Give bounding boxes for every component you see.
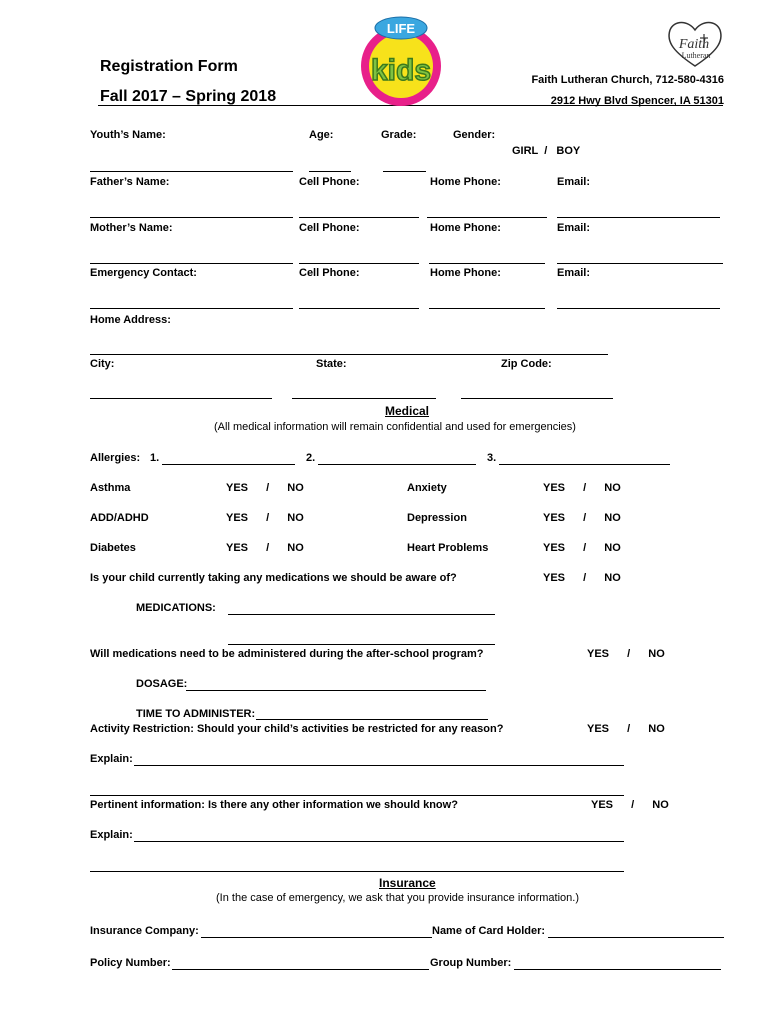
father-email-label: Email: [557,176,591,188]
emergency-cell-label: Cell Phone: [299,267,360,279]
explain2-label: Explain: [90,829,133,841]
home-address-label: Home Address: [90,314,171,326]
age-label: Age: [309,129,334,141]
grade-label: Grade: [381,129,417,141]
asthma-label: Asthma [90,482,131,494]
home-address-field[interactable] [90,354,608,355]
father-home-field[interactable] [427,217,547,218]
insurance-note: (In the case of emergency, we ask that you provide insurance information.) [216,892,579,904]
svg-text:LIFE: LIFE [386,21,416,36]
gender-options[interactable]: GIRL / BOY [512,145,581,157]
adhd-label: ADD/ADHD [90,512,149,524]
anxiety-yes-no[interactable]: YES / NO [543,482,621,494]
church-address: 2912 Hwy Blvd Spencer, IA 51301 [550,95,724,107]
medical-note: (All medical information will remain confidential and used for emergencies) [214,421,576,433]
diabetes-yes-no[interactable]: YES / NO [226,542,304,554]
father-email-field[interactable] [557,217,720,218]
card-holder-field[interactable] [548,937,724,938]
medications-field[interactable] [228,614,495,615]
policy-number-label: Policy Number: [90,957,171,969]
allergy-2-field[interactable] [318,464,476,465]
medications-field-2[interactable] [228,644,495,645]
mother-home-field[interactable] [429,263,545,264]
father-name-label: Father’s Name: [90,176,170,188]
activity-question: Activity Restriction: Should your child’s activities be restricted for any reason? [90,723,504,735]
allergy-1-label: 1. [150,452,160,464]
allergy-3-label: 3. [487,452,497,464]
mother-home-label: Home Phone: [430,222,501,234]
church-contact: Faith Lutheran Church, 712-580-4316 [531,74,724,86]
pertinent-yes-no[interactable]: YES / NO [591,799,669,811]
emergency-cell-field[interactable] [299,308,419,309]
city-field[interactable] [90,398,272,399]
emergency-home-label: Home Phone: [430,267,501,279]
adhd-yes-no[interactable]: YES / NO [226,512,304,524]
dosage-field[interactable] [186,690,486,691]
emergency-email-label: Email: [557,267,591,279]
explain-field-2[interactable] [90,795,624,796]
age-field[interactable] [309,171,351,172]
depression-yes-no[interactable]: YES / NO [543,512,621,524]
faith-lutheran-logo [664,18,726,70]
anxiety-label: Anxiety [407,482,447,494]
medical-heading: Medical [385,404,430,418]
time-field[interactable] [256,719,488,720]
explain2-field[interactable] [134,841,624,842]
youth-name-label: Youth’s Name: [90,129,166,141]
mother-name-field[interactable] [90,263,293,264]
dosage-label: DOSAGE: [136,678,188,690]
father-home-label: Home Phone: [430,176,501,188]
pertinent-question: Pertinent information: Is there any other information we should know? [90,799,458,811]
policy-number-field[interactable] [172,969,429,970]
form-season: Fall 2017 – Spring 2018 [100,88,277,105]
emergency-home-field[interactable] [429,308,545,309]
medications-question: Is your child currently taking any medications we should be aware of? [90,572,457,584]
gender-label: Gender: [453,129,496,141]
mother-cell-field[interactable] [299,263,419,264]
allergy-3-field[interactable] [499,464,670,465]
depression-label: Depression [407,512,467,524]
svg-text:kids: kids [370,54,432,87]
mother-email-field[interactable] [557,263,723,264]
allergies-label: Allergies: [90,452,141,464]
youth-name-field[interactable] [90,171,293,172]
allergy-2-label: 2. [306,452,316,464]
admin-yes-no[interactable]: YES / NO [587,648,665,660]
insurance-heading: Insurance [379,876,436,890]
explain-field[interactable] [134,765,624,766]
life-kids-logo [358,14,444,110]
group-number-field[interactable] [514,969,721,970]
heart-problems-yes-no[interactable]: YES / NO [543,542,621,554]
state-label: State: [316,358,347,370]
asthma-yes-no[interactable]: YES / NO [226,482,304,494]
father-cell-field[interactable] [299,217,419,218]
medications-yes-no[interactable]: YES / NO [543,572,621,584]
mother-name-label: Mother’s Name: [90,222,173,234]
activity-yes-no[interactable]: YES / NO [587,723,665,735]
group-number-label: Group Number: [430,957,512,969]
insurance-company-field[interactable] [201,937,432,938]
emergency-name-field[interactable] [90,308,293,309]
form-title: Registration Form [100,58,238,75]
mother-cell-label: Cell Phone: [299,222,360,234]
emergency-name-label: Emergency Contact: [90,267,197,279]
card-holder-label: Name of Card Holder: [432,925,546,937]
allergy-1-field[interactable] [162,464,295,465]
explain-label: Explain: [90,753,133,765]
father-cell-label: Cell Phone: [299,176,360,188]
time-label: TIME TO ADMINISTER: [136,708,256,720]
heart-problems-label: Heart Problems [407,542,489,554]
zip-label: Zip Code: [501,358,552,370]
insurance-company-label: Insurance Company: [90,925,199,937]
diabetes-label: Diabetes [90,542,136,554]
father-name-field[interactable] [90,217,293,218]
zip-field[interactable] [461,398,613,399]
grade-field[interactable] [383,171,426,172]
svg-text:Lutheran: Lutheran [681,51,711,60]
medications-label: MEDICATIONS: [136,602,216,614]
explain2-field-2[interactable] [90,871,624,872]
admin-question: Will medications need to be administered during the after-school program? [90,648,484,660]
city-label: City: [90,358,115,370]
mother-email-label: Email: [557,222,591,234]
emergency-email-field[interactable] [557,308,720,309]
svg-text:Faith: Faith [678,37,710,52]
state-field[interactable] [292,398,436,399]
